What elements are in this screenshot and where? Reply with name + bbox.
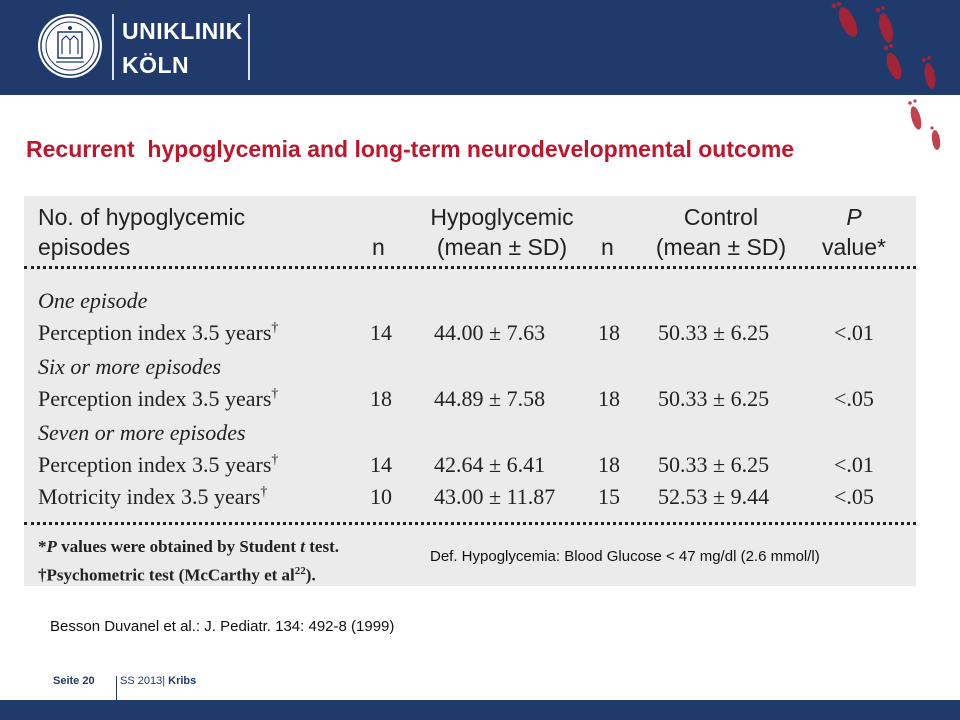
row-p-value: <.01: [834, 320, 874, 345]
row-n-control: 15: [598, 484, 620, 509]
definition-note: Def. Hypoglycemia: Blood Glucose < 47 mg/dl (2.6 mmol/l): [430, 548, 820, 565]
header-episodes-line2: episodes: [38, 234, 131, 260]
footer-info: [120, 675, 196, 687]
footer-semester: SS 2013|: [120, 675, 166, 687]
footnote-p-values: *P values were obtained by Student t test.: [38, 537, 339, 556]
brand-name: [122, 14, 243, 82]
row-n-control: 18: [598, 320, 620, 345]
row-control-value: 52.53 ± 9.44: [658, 484, 770, 509]
university-seal-logo: [36, 12, 104, 80]
brand-line-2: KÖLN: [122, 52, 190, 78]
group-label: Six or more episodes: [38, 354, 222, 379]
group-label: One episode: [38, 288, 148, 313]
header-episodes: [38, 202, 245, 262]
header-control-line1: Control: [683, 204, 759, 230]
row-p-value: <.05: [834, 484, 874, 509]
row-control-value: 50.33 ± 6.25: [658, 452, 770, 477]
row-n-hypo: 10: [370, 484, 392, 509]
row-measure: Perception index 3.5 years†: [38, 386, 279, 411]
row-n-control: 18: [598, 452, 620, 477]
brand-divider: [112, 14, 114, 80]
header-p-value: [814, 202, 894, 262]
brand-divider-right: [248, 14, 250, 80]
header-hypoglycemic: [422, 202, 582, 262]
row-hypo-value: 42.64 ± 6.41: [434, 452, 546, 477]
header-bar: [0, 0, 960, 95]
row-hypo-value: 44.00 ± 7.63: [434, 320, 546, 345]
row-hypo-value: 44.89 ± 7.58: [434, 386, 546, 411]
group-label: Seven or more episodes: [38, 420, 246, 445]
row-control-value: 50.33 ± 6.25: [658, 320, 770, 345]
header-n-hypo: n: [372, 234, 385, 260]
row-measure: Perception index 3.5 years†: [38, 320, 279, 345]
row-n-hypo: 14: [370, 452, 392, 477]
header-control: [646, 202, 796, 262]
row-n-control: 18: [598, 386, 620, 411]
header-p-line1: P: [846, 204, 862, 230]
row-measure: Motricity index 3.5 years†: [38, 484, 268, 509]
citation: Besson Duvanel et al.: J. Pediatr. 134: 492-8 (1999): [50, 618, 395, 635]
footnote-psychometric: †Psychometric test (McCarthy et $al^{22}$).: [38, 565, 316, 585]
row-p-value: <.01: [834, 452, 874, 477]
header-hypo-line2: (mean ± SD): [436, 234, 568, 260]
footer-divider: [24, 522, 916, 525]
row-n-hypo: 18: [370, 386, 392, 411]
row-p-value: <.05: [834, 386, 874, 411]
header-hypo-line1: Hypoglycemic: [430, 204, 574, 230]
brand-line-1: UNIKLINIK: [122, 18, 243, 44]
row-measure: Perception index 3.5 years†: [38, 452, 279, 477]
header-episodes-line1: No. of hypoglycemic: [38, 204, 246, 230]
row-hypo-value: 43.00 ± 11.87: [434, 484, 556, 509]
header-control-line2: (mean ± SD): [655, 234, 787, 260]
results-table: [24, 196, 916, 586]
footprints-decoration: [820, 0, 960, 160]
header-p-line2: value*: [822, 234, 886, 260]
page-number: Seite 20: [53, 675, 95, 687]
footer-author: Kribs: [168, 675, 197, 687]
row-n-hypo: 14: [370, 320, 392, 345]
slide-title: Recurrent hypoglycemia and long-term neurodevelopmental outcome: [26, 136, 795, 162]
row-control-value: 50.33 ± 6.25: [658, 386, 770, 411]
bottom-bar: [0, 700, 960, 720]
header-n-control: n: [601, 234, 614, 260]
header-divider: [24, 266, 916, 269]
